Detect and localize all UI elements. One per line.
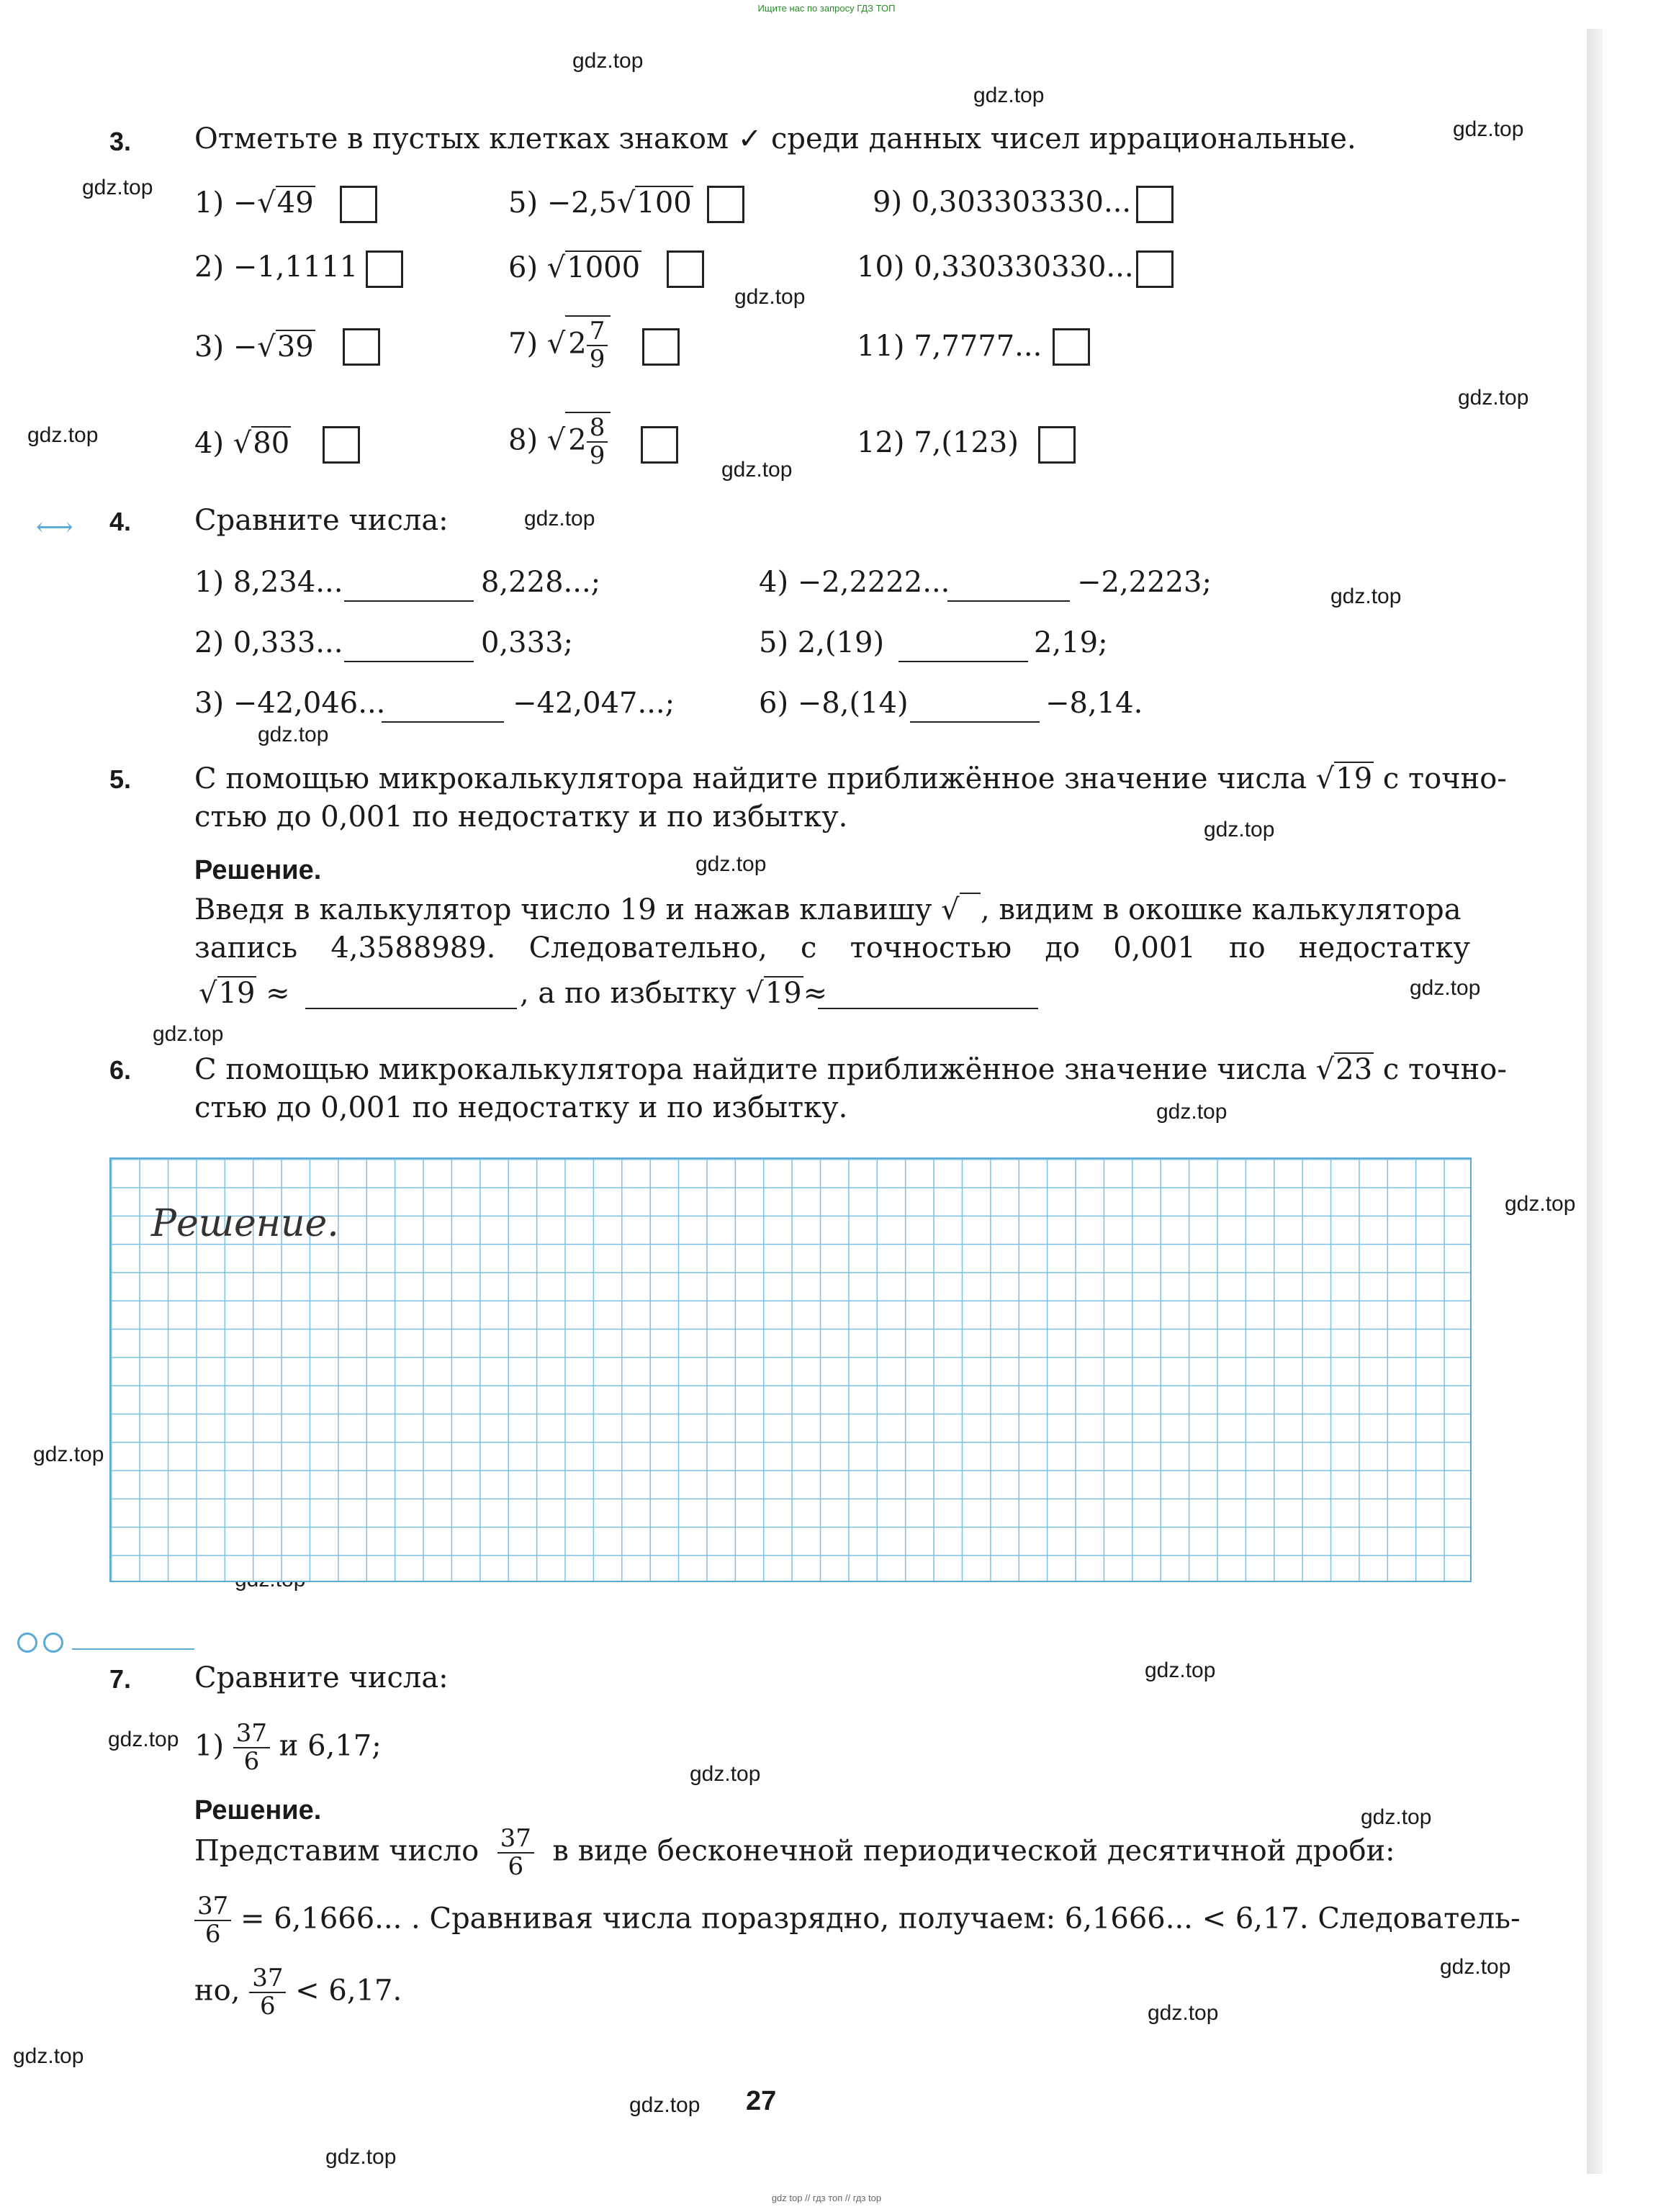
task-text: С помощью микрокалькулятора найдите приближённое значение числа √19 с точно- <box>194 762 1507 795</box>
watermark: gdz.top <box>734 285 806 309</box>
compare-right: 0,333; <box>481 626 573 659</box>
task-title: Сравните числа: <box>194 1661 449 1694</box>
solution-text: √19 ≈ <box>199 977 290 1010</box>
page-edge-shadow <box>1587 29 1603 2174</box>
answer-checkbox[interactable] <box>1136 250 1174 288</box>
answer-checkbox[interactable] <box>1136 186 1174 223</box>
task3-item-3: 3) −√39 <box>194 330 314 364</box>
circle-icon <box>17 1633 37 1653</box>
task7-item-1: 1) $\frac{37}{6}$ и 6,17; <box>194 1719 382 1777</box>
answer-blank[interactable] <box>947 600 1070 602</box>
answer-blank[interactable] <box>344 600 474 602</box>
task3-item-1: 1) −√49 <box>194 186 314 220</box>
watermark: gdz.top <box>1410 976 1481 1000</box>
double-arrow-icon: ⟷ <box>36 513 73 542</box>
task-text: С помощью микрокалькулятора найдите приближённое значение числа √23 с точно- <box>194 1053 1507 1086</box>
compare-right: −8,14. <box>1045 687 1143 720</box>
watermark: gdz.top <box>33 1443 104 1466</box>
compare-right: −2,2223; <box>1077 566 1212 599</box>
task3-item-8: 8) √ 2 $\frac{8}{9}$ <box>508 412 611 471</box>
watermark: gdz.top <box>82 176 153 199</box>
watermark: gdz.top <box>1145 1658 1216 1682</box>
task-text: Отметьте в пустых клетках знаком ✓ среди данных чисел иррациональные. <box>194 122 1356 155</box>
compare-left: 2) 0,333... <box>194 626 343 659</box>
task3-item-12: 12) 7,(123) <box>857 426 1019 459</box>
answer-blank[interactable] <box>910 721 1040 723</box>
compare-left: 3) −42,046... <box>194 687 386 720</box>
watermark: gdz.top <box>1440 1955 1511 1979</box>
task-number: 3. <box>109 127 132 156</box>
watermark: gdz.top <box>1458 386 1529 410</box>
task-title: Сравните числа: <box>194 504 449 537</box>
answer-checkbox[interactable] <box>641 426 678 464</box>
task3-item-2: 2) −1,1111 <box>194 250 359 284</box>
page-number: 27 <box>746 2086 777 2116</box>
watermark: gdz.top <box>153 1022 224 1046</box>
footer-note: gdz top // гдз топ // гдз top <box>771 2193 882 2203</box>
watermark: gdz.top <box>695 852 767 876</box>
solution-text: Представим число $\frac{37}{6}$ в виде бесконечной периодической десятичной дроби: <box>194 1824 1395 1882</box>
solution-text: Введя в калькулятор число 19 и нажав клавишу √ , видим в окошке калькулятора <box>194 893 1461 926</box>
watermark: gdz.top <box>572 49 644 73</box>
watermark: gdz.top <box>13 2044 84 2068</box>
solution-text: но, $\frac{37}{6}$ < 6,17. <box>194 1964 402 2021</box>
task3-item-6: 6) √1000 <box>508 251 641 284</box>
watermark: gdz.top <box>1361 1805 1432 1829</box>
watermark: gdz.top <box>1330 584 1402 608</box>
answer-blank[interactable] <box>818 1008 1038 1009</box>
watermark: gdz.top <box>258 723 329 746</box>
answer-checkbox[interactable] <box>1053 328 1090 366</box>
watermark: gdz.top <box>1148 2001 1219 2025</box>
solution-text: $\frac{37}{6}$ = 6,1666... . Сравнивая числа поразрядно, получаем: 6,1666... < 6,17. Следователь- <box>194 1893 1521 1949</box>
header-note: Ищите нас по запросу ГДЗ ТОП <box>757 3 896 14</box>
compare-left: 4) −2,2222... <box>759 566 950 599</box>
circle-icon <box>43 1633 63 1653</box>
task-text: стью до 0,001 по недостатку и по избытку. <box>194 800 848 834</box>
answer-checkbox[interactable] <box>707 186 744 223</box>
solution-label: Решение. <box>194 855 322 885</box>
watermark: gdz.top <box>27 423 99 447</box>
watermark: gdz.top <box>973 83 1045 107</box>
solution-label: Решение. <box>194 1795 322 1825</box>
answer-checkbox[interactable] <box>642 328 680 366</box>
answer-checkbox[interactable] <box>323 426 360 464</box>
divider <box>72 1648 194 1650</box>
answer-blank[interactable] <box>344 661 474 662</box>
compare-right: 8,228...; <box>481 566 601 599</box>
answer-blank[interactable] <box>898 661 1028 662</box>
answer-checkbox[interactable] <box>1038 426 1076 464</box>
watermark: gdz.top <box>524 507 595 531</box>
task3-item-11: 11) 7,7777... <box>857 330 1042 363</box>
watermark: gdz.top <box>1453 117 1524 141</box>
watermark: gdz.top <box>1156 1100 1228 1124</box>
compare-right: 2,19; <box>1034 626 1108 659</box>
compare-left: 6) −8,(14) <box>759 687 909 720</box>
watermark: gdz.top <box>629 2093 701 2117</box>
solution-text: запись 4,3588989. Следовательно, с точностью до 0,001 по недостатку <box>194 931 1470 965</box>
task3-item-7: 7) √ 2 $\frac{7}{9}$ <box>508 315 611 375</box>
answer-checkbox[interactable] <box>366 250 403 288</box>
watermark: gdz.top <box>721 458 793 482</box>
task3-item-5: 5) −2,5√100 <box>508 186 692 220</box>
task-number: 7. <box>109 1664 132 1694</box>
answer-blank[interactable] <box>382 721 504 723</box>
answer-blank[interactable] <box>305 1008 517 1009</box>
answer-checkbox[interactable] <box>340 186 377 223</box>
task-number: 6. <box>109 1055 132 1085</box>
watermark: gdz.top <box>690 1762 761 1786</box>
watermark: gdz.top <box>108 1728 179 1751</box>
task-text: стью до 0,001 по недостатку и по избытку. <box>194 1091 848 1124</box>
task3-item-4: 4) √80 <box>194 427 290 460</box>
task-number: 5. <box>109 764 132 794</box>
watermark: gdz.top <box>1204 818 1275 841</box>
solution-text: , а по избытку √19≈ <box>520 977 828 1010</box>
task3-item-9: 9) 0,303303330... <box>873 186 1132 219</box>
grid-solution-label: Решение. <box>151 1202 339 1245</box>
answer-checkbox[interactable] <box>667 250 704 288</box>
compare-left: 1) 8,234... <box>194 566 343 599</box>
task3-item-10: 10) 0,330330330... <box>857 250 1134 284</box>
watermark: gdz.top <box>1505 1192 1576 1216</box>
compare-right: −42,047...; <box>513 687 675 720</box>
answer-checkbox[interactable] <box>343 328 380 366</box>
compare-left: 5) 2,(19) <box>759 626 885 659</box>
watermark: gdz.top <box>325 2145 397 2169</box>
task-number: 4. <box>109 507 132 536</box>
level-marker <box>17 1633 69 1656</box>
